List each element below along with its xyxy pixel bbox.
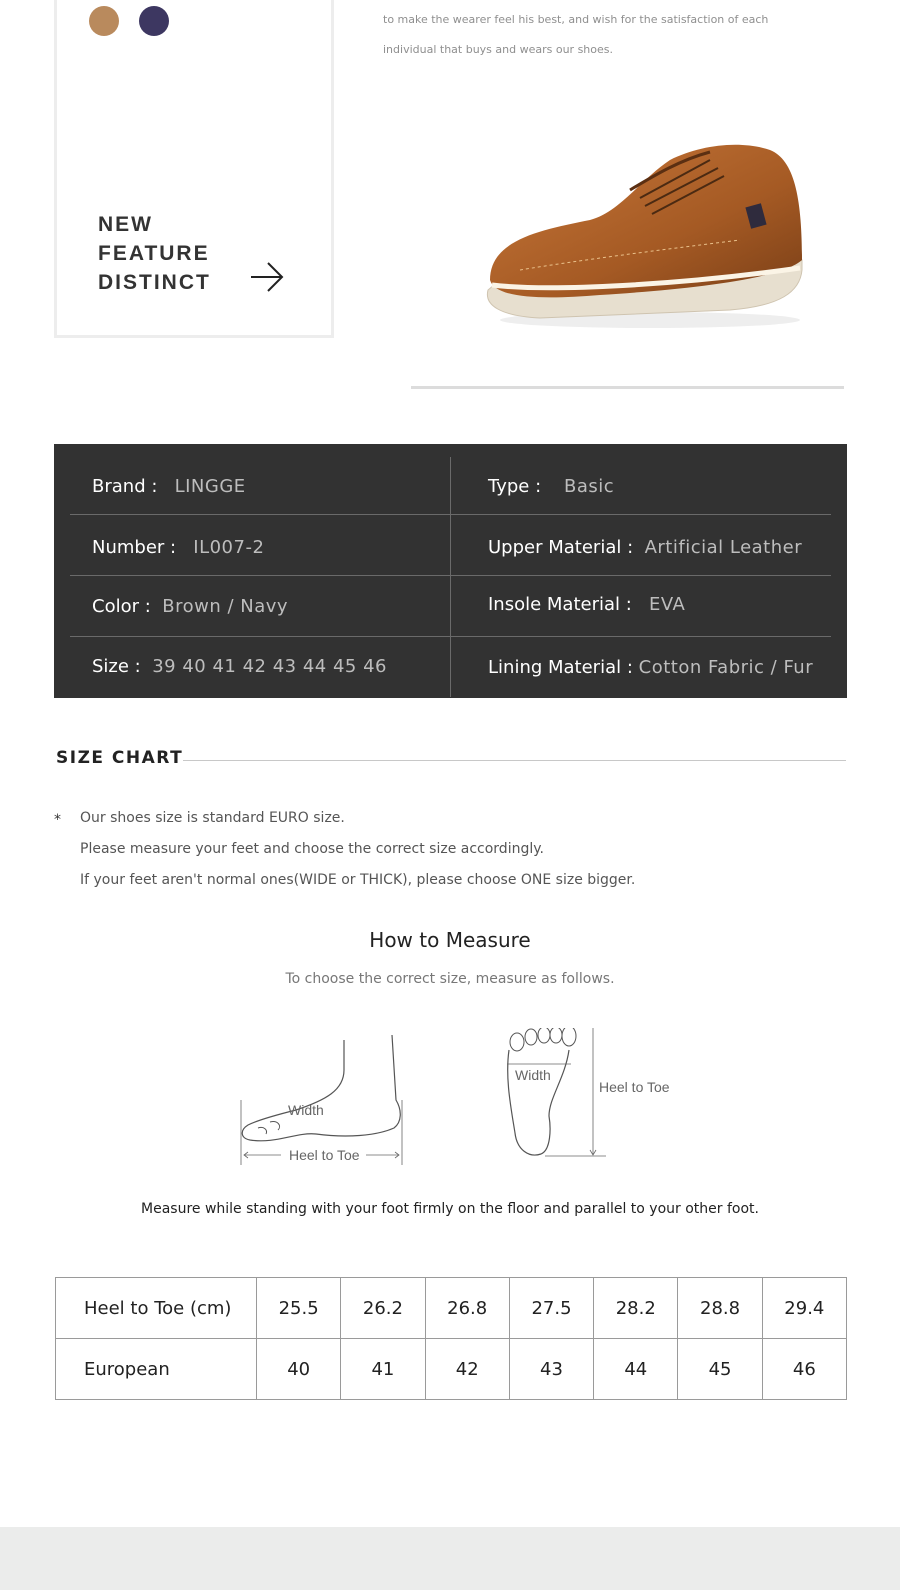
table-cell: 25.5 xyxy=(257,1278,341,1339)
spec-lining-material xyxy=(488,657,813,678)
how-to-measure-subtitle: To choose the correct size, measure as follows. xyxy=(285,971,615,987)
spec-brand xyxy=(92,476,246,497)
size-note: If your feet aren't normal ones(WIDE or THICK), please choose ONE size bigger. xyxy=(80,872,636,888)
foot-top-diagram xyxy=(505,1028,685,1168)
footer-band xyxy=(0,1527,900,1590)
spec-value: Cotton Fabric / Fur xyxy=(638,657,814,678)
how-to-measure-title: How to Measure xyxy=(369,928,531,952)
spec-value: EVA xyxy=(649,594,686,615)
spec-type xyxy=(488,476,614,497)
table-cell: 46 xyxy=(762,1339,846,1400)
diagram-label-heel-to-toe: Heel to Toe xyxy=(599,1079,670,1095)
size-chart-rule xyxy=(183,760,846,761)
note-asterisk: * xyxy=(54,812,61,828)
spec-size xyxy=(92,656,387,677)
spec-divider xyxy=(70,636,831,637)
intro-text xyxy=(383,5,853,65)
intro-line-1: to make the wearer feel his best, and wish for the satisfaction of each xyxy=(383,13,769,26)
spec-label: Brand : xyxy=(92,476,158,497)
table-cell: 29.4 xyxy=(762,1278,846,1339)
diagram-label-width: Width xyxy=(288,1102,324,1118)
spec-label: Lining Material : xyxy=(488,657,633,678)
table-cell: 26.2 xyxy=(341,1278,425,1339)
spec-upper-material xyxy=(488,537,802,558)
table-row-header: European xyxy=(56,1339,257,1400)
measure-note: Measure while standing with your foot firmly on the floor and parallel to your other foot. xyxy=(141,1201,759,1217)
spec-value: LINGGE xyxy=(174,476,246,497)
spec-insole-material xyxy=(488,594,685,615)
arrow-right-icon[interactable] xyxy=(250,262,284,292)
table-row xyxy=(56,1339,847,1400)
size-note: Please measure your feet and choose the correct size accordingly. xyxy=(80,841,544,857)
table-cell: 45 xyxy=(678,1339,762,1400)
table-cell: 43 xyxy=(509,1339,593,1400)
spec-value: Basic xyxy=(564,476,615,497)
table-cell: 42 xyxy=(425,1339,509,1400)
foot-side-diagram xyxy=(236,1030,416,1170)
size-table xyxy=(55,1277,847,1400)
table-cell: 26.8 xyxy=(425,1278,509,1339)
size-note: Our shoes size is standard EURO size. xyxy=(80,810,345,826)
table-cell: 44 xyxy=(594,1339,678,1400)
spec-label: Size : xyxy=(92,656,141,677)
diagram-label-width: Width xyxy=(515,1067,551,1083)
spec-number xyxy=(92,537,264,558)
spec-label: Number : xyxy=(92,537,177,558)
spec-label: Type : xyxy=(488,476,542,497)
spec-divider xyxy=(70,514,831,515)
feature-title-line-3: DISTINCT xyxy=(98,271,211,294)
shoe-image xyxy=(480,120,820,340)
color-swatch-navy[interactable] xyxy=(139,6,169,36)
spec-value: Artificial Leather xyxy=(644,537,803,558)
diagram-label-heel-to-toe: Heel to Toe xyxy=(289,1147,360,1163)
intro-line-2: individual that buys and wears our shoes. xyxy=(383,43,614,56)
feature-title xyxy=(98,210,211,297)
table-cell: 27.5 xyxy=(509,1278,593,1339)
spec-divider-vertical xyxy=(450,457,451,697)
spec-label: Upper Material : xyxy=(488,537,634,558)
spec-divider xyxy=(70,575,831,576)
shoe-divider xyxy=(411,386,844,389)
spec-value: IL007-2 xyxy=(193,537,265,558)
table-cell: 28.8 xyxy=(678,1278,762,1339)
table-cell: 41 xyxy=(341,1339,425,1400)
table-cell: 40 xyxy=(257,1339,341,1400)
spec-value: 39 40 41 42 43 44 45 46 xyxy=(152,656,387,677)
size-chart-title: SIZE CHART xyxy=(56,748,184,768)
color-swatch-brown[interactable] xyxy=(89,6,119,36)
table-cell: 28.2 xyxy=(594,1278,678,1339)
spec-color xyxy=(92,596,288,617)
table-row-header: Heel to Toe (cm) xyxy=(56,1278,257,1339)
spec-label: Color : xyxy=(92,596,151,617)
feature-title-line-1: NEW xyxy=(98,213,153,236)
feature-title-line-2: FEATURE xyxy=(98,242,210,265)
spec-label: Insole Material : xyxy=(488,594,632,615)
table-row xyxy=(56,1278,847,1339)
spec-value: Brown / Navy xyxy=(162,596,289,617)
